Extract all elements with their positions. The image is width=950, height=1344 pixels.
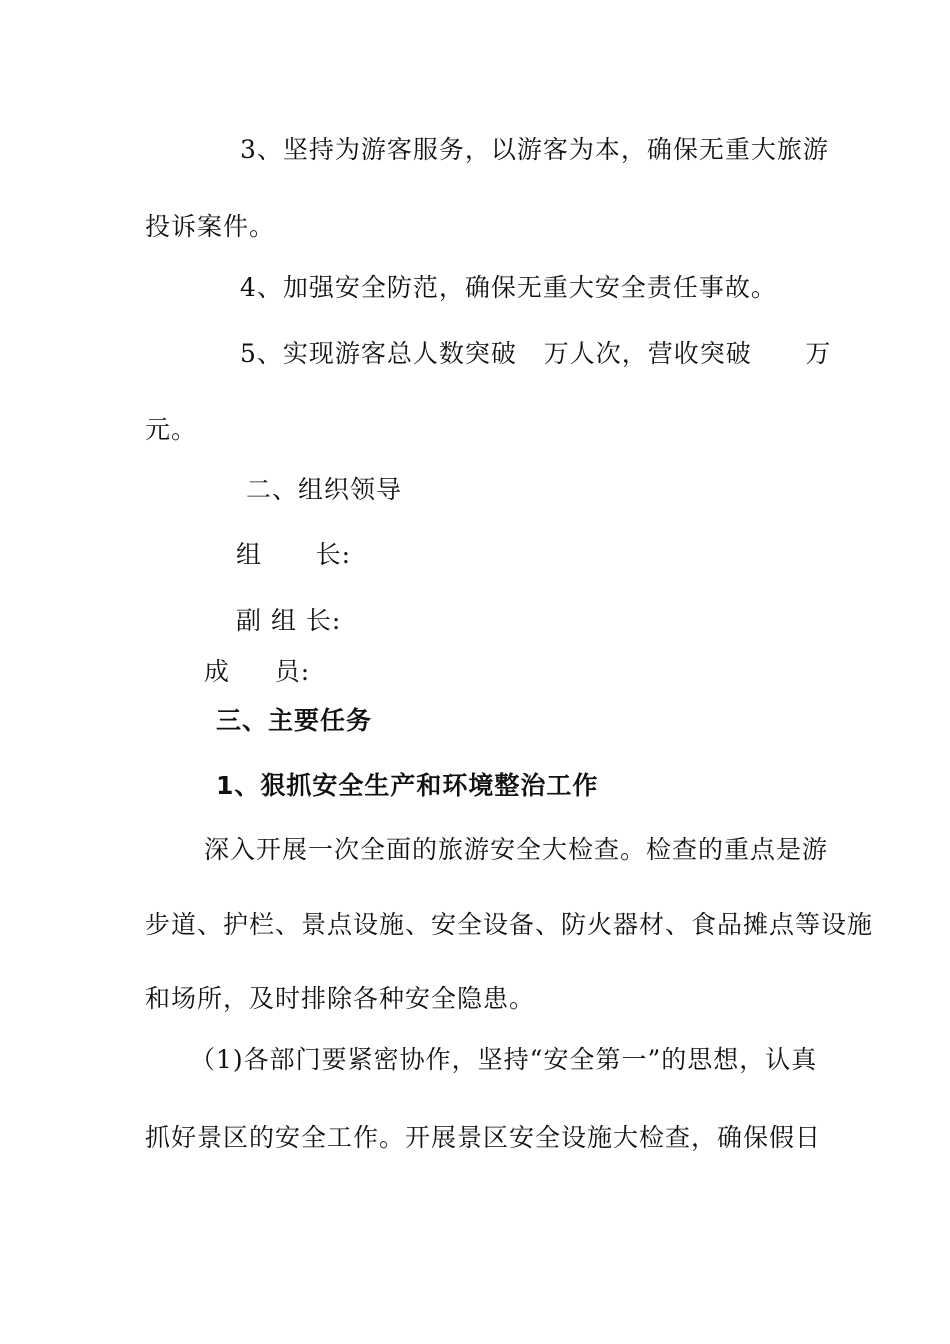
goal-item-3-line-2: 投诉案件。 (145, 212, 276, 241)
paragraph-1-line-3: 和场所，及时排除各种安全隐患。 (145, 984, 536, 1013)
section-2-heading: 二、组织领导 (246, 475, 403, 504)
goal-item-5-line-1: 5、实现游客总人数突破 万人次，营收突破 万 (240, 339, 832, 368)
paragraph-2-line-2: 抓好景区的安全工作。开展景区安全设施大检查，确保假日 (145, 1123, 822, 1152)
paragraph-1-line-1: 深入开展一次全面的旅游安全大检查。检查的重点是游 (204, 835, 829, 864)
goal-item-4: 4、加强安全防范，确保无重大安全责任事故。 (240, 273, 777, 302)
group-leader-label: 组 长: (236, 540, 352, 569)
deputy-group-leader-label: 副 组 长: (236, 606, 342, 635)
section-3-subheading-1: 1、狠抓安全生产和环境整治工作 (216, 771, 599, 800)
goal-item-3-line-1: 3、坚持为游客服务，以游客为本，确保无重大旅游 (240, 135, 829, 164)
goal-item-5-line-2: 元。 (145, 415, 198, 444)
members-label: 成 员: (204, 657, 311, 686)
section-3-heading: 三、主要任务 (216, 706, 373, 735)
paragraph-1-line-2: 步道、护栏、景点设施、安全设备、防火器材、食品摊点等设施 (145, 910, 874, 939)
paragraph-2-line-1: （1)各部门要紧密协作，坚持“安全第一”的思想，认真 (190, 1045, 818, 1074)
